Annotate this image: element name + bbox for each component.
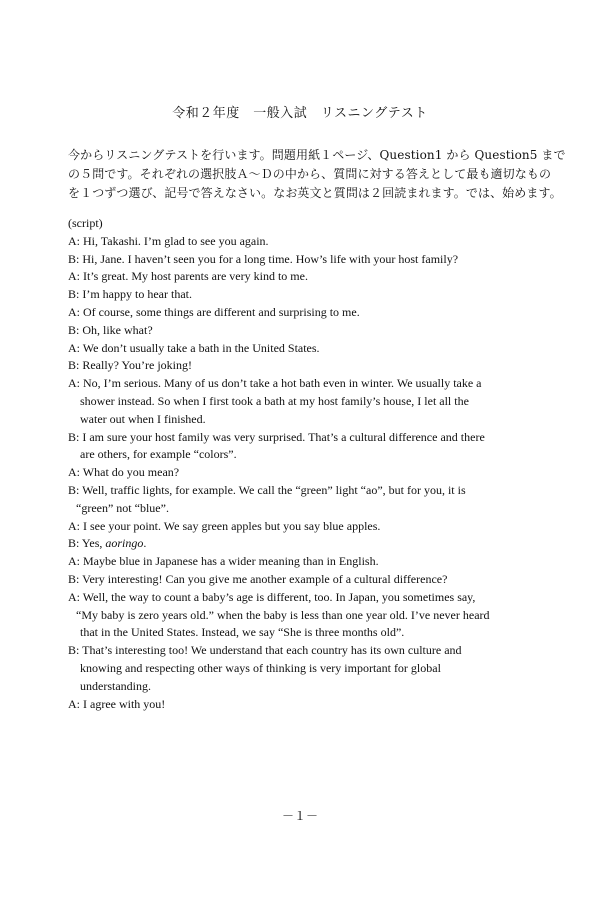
dialogue-line — [68, 286, 548, 304]
speaker-label: A: — [68, 696, 80, 711]
dialogue-line — [68, 571, 548, 589]
instructions-line: 今からリスニングテストを行います。問題用紙１ページ、Question1 から Question5 まで — [68, 148, 566, 162]
dialogue-line — [68, 375, 548, 428]
dialogue-text: Really? You’re joking! — [82, 358, 192, 373]
dialogue-line — [68, 482, 548, 518]
instructions-line: の５問です。それぞれの選択肢Ａ～Ｄの中から、質問に対する答えとして最も適切なもの — [68, 167, 552, 181]
dialogue-text: No, I’m serious. Many of us don’t take a hot bath even in winter. We usually take a — [83, 376, 482, 391]
italic-word: aoringo — [105, 536, 144, 551]
script-label: (script) — [68, 216, 103, 230]
dialogue-text: that in the United States. Instead, we say “She is three months old”. — [80, 625, 405, 640]
speaker-label: A: — [68, 304, 80, 319]
dialogue-text: I’m happy to hear that. — [82, 287, 192, 302]
dialogue-line — [68, 340, 548, 358]
dialogue-text: “My baby is zero years old.” when the baby is less than one year old. I’ve never heard — [76, 607, 490, 622]
speaker-label: B: — [68, 287, 80, 302]
dialogue-line — [68, 642, 548, 695]
dialogue-text: knowing and respecting other ways of thinking is very important for global — [80, 660, 441, 675]
dialogue-text: It’s great. My host parents are very kind to me. — [83, 269, 308, 284]
dialogue-text: Hi, Takashi. I’m glad to see you again. — [83, 233, 269, 248]
listening-script — [68, 215, 548, 713]
dialogue-line — [68, 553, 548, 571]
speaker-label: A: — [68, 518, 80, 533]
dialogue-text: I agree with you! — [83, 696, 166, 711]
dialogue-text: Oh, like what? — [82, 322, 153, 337]
dialogue-line — [68, 429, 548, 465]
speaker-label: B: — [68, 643, 80, 658]
dialogue-line — [68, 535, 548, 553]
dialogue-text: Yes, — [81, 536, 106, 551]
dialogue-text: Well, the way to count a baby’s age is different, too. In Japan, you sometimes say, — [82, 589, 476, 604]
dialogue-line — [68, 589, 548, 642]
speaker-label: A: — [68, 269, 80, 284]
dialogue-text: I am sure your host family was very surprised. That’s a cultural difference and there — [82, 429, 485, 444]
speaker-label: A: — [68, 554, 80, 569]
dialogue-text: Well, traffic lights, for example. We call the “green” light “ao”, but for you, it is — [82, 482, 466, 497]
dialogue-text: I see your point. We say green apples but you say blue apples. — [83, 518, 381, 533]
dialogue-line — [68, 233, 548, 251]
dialogue-text: Of course, some things are different and surprising to me. — [83, 304, 360, 319]
speaker-label: A: — [68, 340, 80, 355]
speaker-label: A: — [68, 465, 80, 480]
page-number: －１－ — [281, 809, 318, 823]
speaker-label: B: — [68, 251, 80, 266]
speaker-label: A: — [68, 376, 80, 391]
dialogue-text: shower instead. So when I first took a bath at my host family’s house, I let all the — [80, 393, 469, 408]
dialogue-text: are others, for example “colors”. — [80, 447, 237, 462]
dialogue-text: water out when I finished. — [80, 411, 206, 426]
dialogue-line — [68, 268, 548, 286]
dialogue-text: We don’t usually take a bath in the United States. — [82, 340, 320, 355]
instructions-paragraph — [68, 146, 566, 203]
dialogue-line — [68, 357, 548, 375]
speaker-label: B: — [68, 358, 80, 373]
speaker-label: B: — [68, 429, 80, 444]
dialogue-line — [68, 251, 548, 269]
dialogue-line — [68, 322, 548, 340]
dialogue-line — [68, 518, 548, 536]
dialogue-text: “green” not “blue”. — [76, 500, 169, 515]
dialogue-text: Hi, Jane. I haven’t seen you for a long time. How’s life with your host family? — [82, 251, 459, 266]
dialogue-text: That’s interesting too! We understand that each country has its own culture and — [82, 643, 462, 658]
page-title: 令和２年度 一般入試 リスニングテスト — [172, 106, 428, 121]
speaker-label: A: — [68, 233, 80, 248]
instructions-line: を１つずつ選び、記号で答えなさい。なお英文と質問は２回読まれます。では、始めます。 — [68, 186, 562, 200]
dialogue-text: Maybe blue in Japanese has a wider meaning than in English. — [83, 554, 379, 569]
dialogue-line — [68, 464, 548, 482]
speaker-label: B: — [68, 322, 80, 337]
dialogue-line — [68, 696, 548, 714]
dialogue-text: What do you mean? — [82, 465, 180, 480]
speaker-label: B: — [68, 482, 80, 497]
speaker-label: B: — [68, 536, 80, 551]
speaker-label: B: — [68, 571, 80, 586]
dialogue-text: understanding. — [80, 678, 151, 693]
dialogue-line — [68, 304, 548, 322]
dialogue-text: . — [143, 536, 147, 551]
dialogue-text: Very interesting! Can you give me another example of a cultural difference? — [82, 571, 448, 586]
speaker-label: A: — [68, 589, 80, 604]
